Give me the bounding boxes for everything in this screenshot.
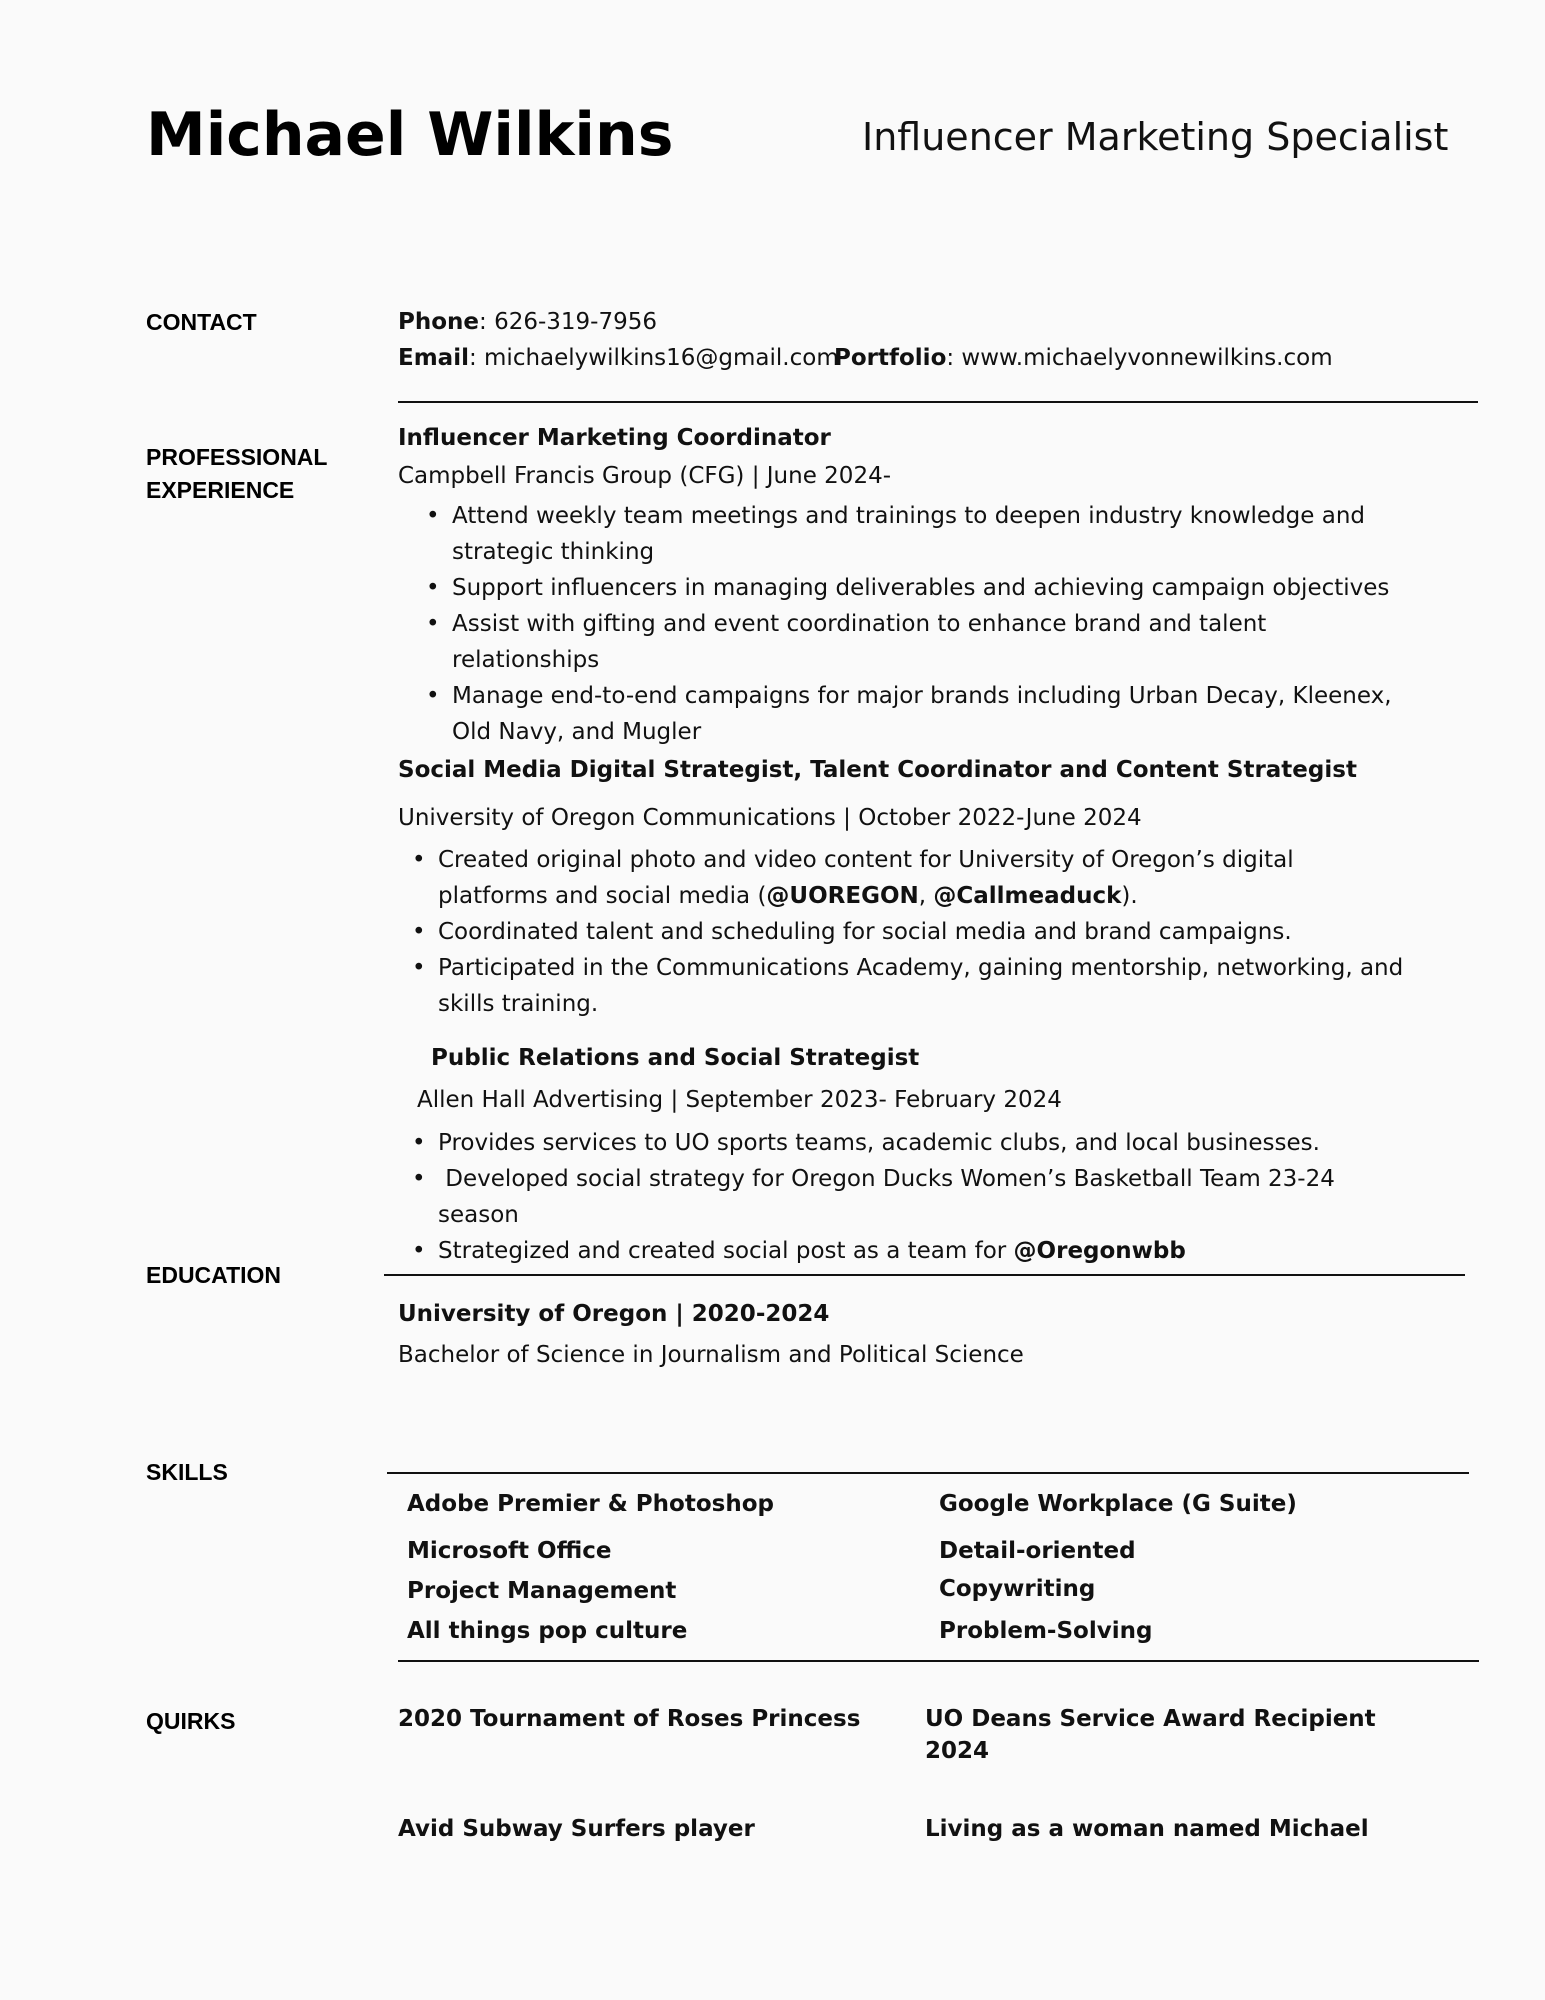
skill-left-4: All things pop culture — [407, 1618, 688, 1644]
divider-skills-top — [387, 1472, 1469, 1474]
job1-title: Influencer Marketing Coordinator — [398, 425, 831, 451]
job3-org: Allen Hall Advertising | September 2023- February 2024 — [417, 1087, 1062, 1113]
job1-bullet-3: • Assist with gifting and event coordination to enhance brand and talent relationships — [452, 606, 1392, 678]
quirk-1: 2020 Tournament of Roses Princess — [398, 1706, 861, 1732]
skill-left-3: Project Management — [407, 1578, 677, 1604]
job1-bullet-1: • Attend weekly team meetings and trainings to deepen industry knowledge and strategic thinking — [452, 498, 1392, 570]
job3-title: Public Relations and Social Strategist — [431, 1045, 920, 1071]
job1-bullet-4-line1: Manage end-to-end campaigns for major brands including Urban Decay, Kleenex, — [452, 683, 1392, 709]
education-section-label: EDUCATION — [146, 1262, 282, 1288]
portfolio-label: Portfolio — [834, 345, 947, 371]
experience-label-line1: PROFESSIONAL — [146, 444, 328, 470]
job1-bullet-2-line1: Support influencers in managing deliverables and achieving campaign objectives — [452, 575, 1390, 601]
job1-bullet-3-line2: relationships — [452, 647, 600, 673]
handle-callmeaduck: @Callmeaduck — [933, 883, 1122, 909]
divider-skills-bottom — [398, 1660, 1479, 1662]
job2-bullet-1-line2: platforms and social media (@UOREGON, @Callmeaduck). — [438, 883, 1138, 909]
job2-bullet-2: • Coordinated talent and scheduling for social media and brand campaigns. — [438, 914, 1403, 950]
job3-bullet-3-line1: Strategized and created social post as a team for @Oregonwbb — [438, 1238, 1186, 1264]
phone-label: Phone — [398, 309, 480, 335]
skill-right-4: Problem-Solving — [939, 1618, 1153, 1644]
job1-bullet-1-line2: strategic thinking — [452, 539, 655, 565]
resume-title: Influencer Marketing Specialist — [862, 115, 1449, 159]
contact-phone — [398, 304, 657, 340]
contact-portfolio — [834, 340, 1333, 376]
job3-bullet-2-line1: Developed social strategy for Oregon Ducks Women’s Basketball Team 23-24 — [438, 1166, 1335, 1192]
job3-bullet-3: • Strategized and created social post as a team for @Oregonwbb — [438, 1233, 1335, 1269]
job2-org: University of Oregon Communications | October 2022-June 2024 — [398, 805, 1142, 831]
job2-title: Social Media Digital Strategist, Talent Coordinator and Content Strategist — [398, 757, 1357, 783]
job1-org: Campbell Francis Group (CFG) | June 2024- — [398, 463, 892, 489]
resume-name: Michael Wilkins — [146, 100, 674, 170]
job2-bullet-1: • Created original photo and video content for University of Oregon’s digital platforms and social media (@UOREGON, @Callmeaduck). — [438, 842, 1403, 914]
job1-bullet-1-line1: Attend weekly team meetings and trainings to deepen industry knowledge and — [452, 503, 1366, 529]
contact-email — [398, 340, 839, 376]
job2-bullet-3-line1: Participated in the Communications Academy, gaining mentorship, networking, and — [438, 955, 1404, 981]
experience-label-line2: EXPERIENCE — [146, 477, 295, 503]
job1-bullet-2: • Support influencers in managing deliverables and achieving campaign objectives — [452, 570, 1392, 606]
skill-left-1: Adobe Premier & Photoshop — [407, 1491, 774, 1517]
quirk-2-line2: 2024 — [925, 1738, 990, 1764]
divider-contact — [398, 401, 1478, 403]
job3-bullets — [412, 1125, 1335, 1269]
education-degree: Bachelor of Science in Journalism and Political Science — [398, 1342, 1024, 1368]
job2-bullet-1-line1: Created original photo and video content for University of Oregon’s digital — [438, 847, 1294, 873]
portfolio-value: : www.michaelyvonnewilkins.com — [946, 345, 1333, 371]
quirk-2 — [925, 1703, 1376, 1767]
phone-value: : 626-319-7956 — [479, 309, 658, 335]
job2-bullet-3-line2: skills training. — [438, 991, 599, 1017]
job1-bullets — [426, 498, 1392, 750]
job3-bullet-2: • Developed social strategy for Oregon Ducks Women’s Basketball Team 23-24 season — [438, 1161, 1335, 1233]
email-value: : michaelywilkins16@gmail.com — [468, 345, 839, 371]
job3-bullet-2-line2: season — [438, 1202, 519, 1228]
skills-section-label: SKILLS — [146, 1459, 228, 1485]
contact-section-label: CONTACT — [146, 309, 257, 335]
quirk-3: Avid Subway Surfers player — [398, 1816, 755, 1842]
skill-right-1: Google Workplace (G Suite) — [939, 1491, 1297, 1517]
job3-bullet-1-line1: Provides services to UO sports teams, academic clubs, and local businesses. — [438, 1130, 1320, 1156]
experience-section-label — [146, 441, 376, 507]
skill-right-3: Copywriting — [939, 1576, 1096, 1602]
handle-oregonwbb: @Oregonwbb — [1013, 1238, 1186, 1264]
job2-bullet-2-line1: Coordinated talent and scheduling for social media and brand campaigns. — [438, 919, 1292, 945]
quirks-section-label: QUIRKS — [146, 1708, 236, 1734]
quirk-2-line1: UO Deans Service Award Recipient — [925, 1706, 1376, 1732]
job2-bullets — [412, 842, 1404, 1022]
job1-bullet-4: • Manage end-to-end campaigns for major brands including Urban Decay, Kleenex, Old Navy, and Mugler — [452, 678, 1392, 750]
skill-left-2: Microsoft Office — [407, 1538, 612, 1564]
job1-bullet-4-line2: Old Navy, and Mugler — [452, 719, 702, 745]
education-school: University of Oregon | 2020-2024 — [398, 1301, 830, 1327]
skill-right-2: Detail-oriented — [939, 1538, 1136, 1564]
job2-bullet-3: • Participated in the Communications Academy, gaining mentorship, networking, and skills training. — [438, 950, 1403, 1022]
quirk-4: Living as a woman named Michael — [925, 1816, 1369, 1842]
divider-education — [384, 1274, 1465, 1276]
handle-uoregon: @UOREGON — [766, 883, 919, 909]
email-label: Email — [398, 345, 469, 371]
job1-bullet-3-line1: Assist with gifting and event coordination to enhance brand and talent — [452, 611, 1267, 637]
job3-bullet-1: • Provides services to UO sports teams, academic clubs, and local businesses. — [438, 1125, 1335, 1161]
